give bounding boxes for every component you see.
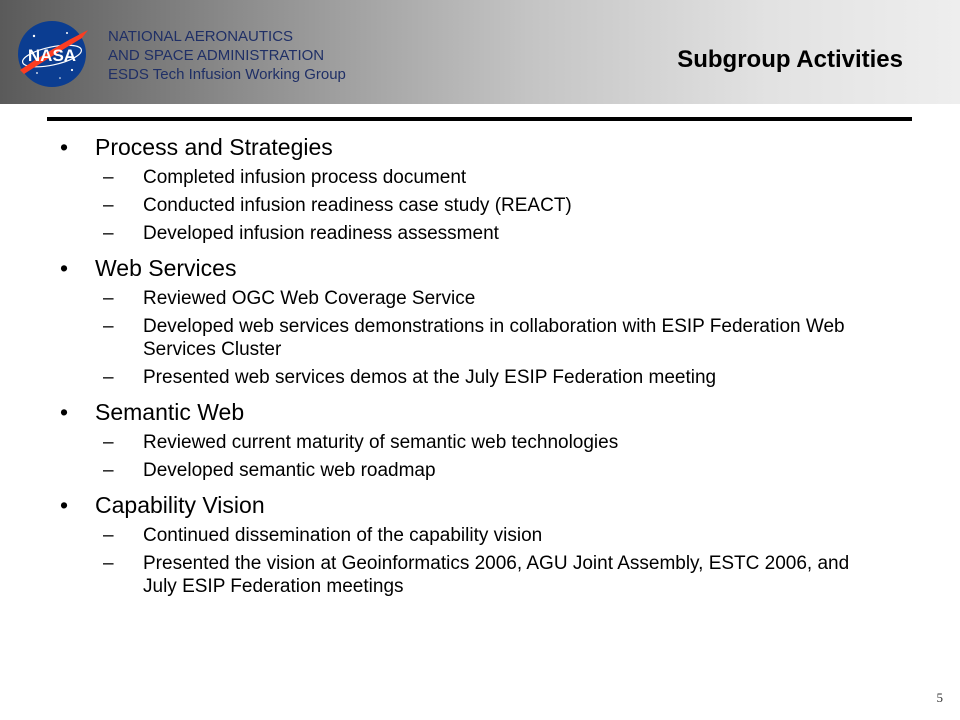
org-line-1: NATIONAL AERONAUTICS (108, 28, 294, 45)
dash-icon: – (103, 195, 114, 216)
dash-icon: – (103, 288, 114, 309)
bullet-section-process (60, 133, 920, 245)
org-line-3: ESDS Tech Infusion Working Group (108, 66, 346, 83)
bullet-heading: Semantic Web (95, 399, 245, 425)
title-divider (47, 117, 912, 121)
slide-header (0, 0, 960, 104)
sub-bullet (60, 287, 920, 310)
org-line-2: AND SPACE ADMINISTRATION (108, 47, 325, 64)
bullet-dot-icon: • (60, 399, 69, 425)
bullet-heading: Capability Vision (95, 492, 265, 518)
nasa-logo-text: NASA (27, 46, 77, 65)
bullet-section-semantic-web (60, 398, 920, 482)
sub-bullet-text: Reviewed OGC Web Coverage Service (143, 288, 476, 309)
bullet-dot-icon: • (60, 492, 69, 518)
dash-icon: – (103, 223, 114, 244)
sub-bullet (60, 194, 920, 217)
sub-bullet-text: Developed web services demonstrations in collaboration with ESIP Federation Web Services Cluster (143, 316, 845, 360)
sub-bullet-text: Developed infusion readiness assessment (143, 223, 499, 244)
bullet-list (60, 133, 920, 598)
sub-bullet-text: Conducted infusion readiness case study (REACT) (143, 195, 572, 216)
bullet-heading: Web Services (95, 255, 237, 281)
dash-icon: – (103, 460, 114, 481)
sub-bullet (60, 315, 920, 361)
sub-bullet (60, 166, 920, 189)
dash-icon: – (103, 316, 114, 337)
bullet-section-web-services (60, 254, 920, 389)
sub-bullet-text: Developed semantic web roadmap (143, 460, 436, 481)
slide-title: Subgroup Activities (677, 46, 903, 73)
dash-icon: – (103, 525, 114, 546)
bullet-section-capability-vision (60, 491, 920, 598)
dash-icon: – (103, 167, 114, 188)
sub-bullet (60, 459, 920, 482)
sub-bullet (60, 222, 920, 245)
bullet-heading: Process and Strategies (95, 134, 333, 160)
sub-bullet (60, 524, 920, 547)
sub-bullet (60, 366, 920, 389)
sub-bullet-text: Continued dissemination of the capability vision (143, 525, 543, 546)
dash-icon: – (103, 553, 114, 574)
nasa-logo-icon (12, 18, 92, 90)
bullet-dot-icon: • (60, 255, 69, 281)
sub-bullet-text: Presented the vision at Geoinformatics 2006, AGU Joint Assembly, ESTC 2006, and July ESIP Federation meetings (143, 553, 850, 597)
sub-bullet-text: Presented web services demos at the July ESIP Federation meeting (143, 367, 717, 388)
dash-icon: – (103, 432, 114, 453)
page-number: 5 (936, 690, 943, 705)
dash-icon: – (103, 367, 114, 388)
bullet-dot-icon: • (60, 134, 69, 160)
sub-bullet (60, 431, 920, 454)
sub-bullet-text: Reviewed current maturity of semantic web technologies (143, 432, 619, 453)
organization-name (108, 27, 346, 84)
sub-bullet (60, 552, 920, 598)
sub-bullet-text: Completed infusion process document (143, 167, 467, 188)
